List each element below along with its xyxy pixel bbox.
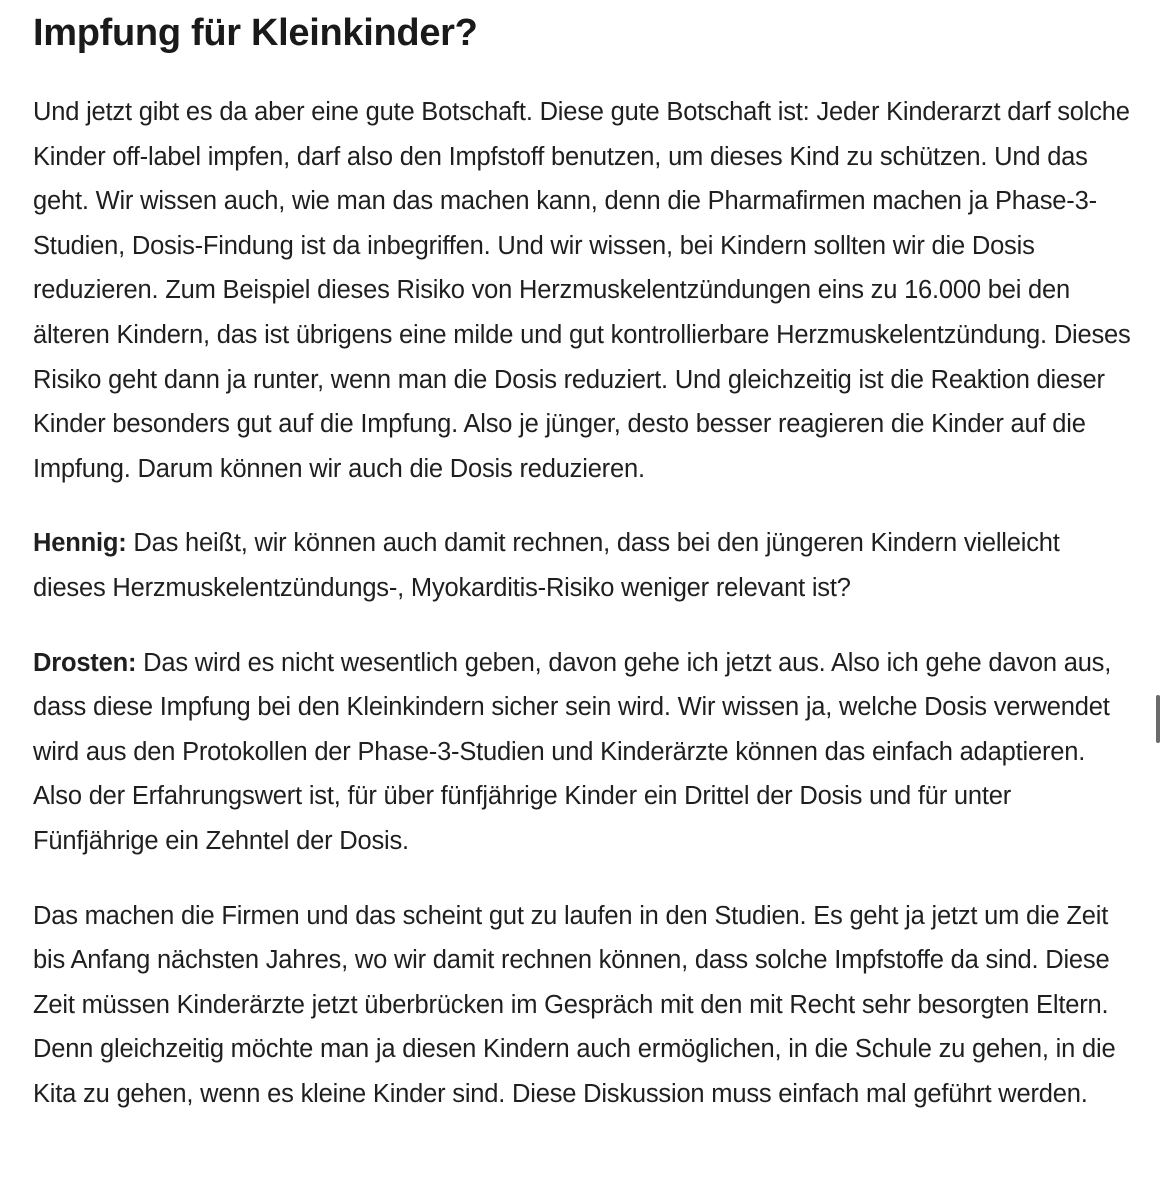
section-heading: Impfung für Kleinkinder? bbox=[33, 12, 478, 54]
paragraph-4 bbox=[33, 894, 1133, 1117]
article bbox=[33, 0, 1133, 1116]
paragraph-3 bbox=[33, 641, 1133, 864]
paragraph-text: Und jetzt gibt es da aber eine gute Botschaft. Diese gute Botschaft ist: Jeder Kinderarzt darf solche Kinder off-label impfen, darf also den Impfstoff benutzen, um dieses Kind zu schützen. Und das geht. Wir wissen auch, wie man das machen kann, denn die Pharmafirmen machen ja Phase-3-Studien, Dosis-Findung ist da inbegriffen. Und wir wissen, bei Kindern sollten wir die Dosis reduzieren. Zum Beispiel dieses Risiko von Herzmuskelentzündungen eins zu 16.000 bei den älteren Kindern, das ist übrigens eine milde und gut kontrollierbare Herzmuskelentzündung. Dieses Risiko geht dann ja runter, wenn man die Dosis reduziert. Und gleichzeitig ist die Reaktion dieser Kinder besonders gut auf die Impfung. Also je jünger, desto besser reagieren die Kinder auf die Impfung. Darum können wir auch die Dosis reduzieren. bbox=[33, 98, 1131, 483]
paragraph-2 bbox=[33, 521, 1133, 610]
paragraph-text: Das machen die Firmen und das scheint gut zu laufen in den Studien. Es geht ja jetzt um die Zeit bis Anfang nächsten Jahres, wo wir damit rechnen können, dass solche Impfstoffe da sind. Diese Zeit müssen Kinderärzte jetzt überbrücken im Gespräch mit den mit Recht sehr besorgten Eltern. Denn gleichzeitig möchte man ja diesen Kindern auch ermöglichen, in die Schule zu gehen, in die Kita zu gehen, wenn es kleine Kinder sind. Diese Diskussion muss einfach mal geführt werden. bbox=[33, 901, 1116, 1108]
scrollbar-thumb[interactable] bbox=[1156, 695, 1160, 743]
paragraph-text: Das wird es nicht wesentlich geben, davon gehe ich jetzt aus. Also ich gehe davon aus, dass diese Impfung bei den Kleinkindern sicher sein wird. Wir wissen ja, welche Dosis verwendet wird aus den Protokollen der Phase-3-Studien und Kinderärzte können das einfach adaptieren. Also der Erfahrungswert ist, für über fünfjährige Kinder ein Drittel der Dosis und für unter Fünfjährige ein Zehntel der Dosis. bbox=[33, 648, 1112, 855]
paragraph-1 bbox=[33, 90, 1133, 491]
speaker-label: Hennig: bbox=[33, 529, 127, 558]
speaker-label: Drosten: bbox=[33, 648, 137, 677]
paragraph-text: Das heißt, wir können auch damit rechnen, dass bei den jüngeren Kindern vielleicht dieses Herzmuskelentzündungs-, Myokarditis-Risiko weniger relevant ist? bbox=[33, 529, 1060, 602]
